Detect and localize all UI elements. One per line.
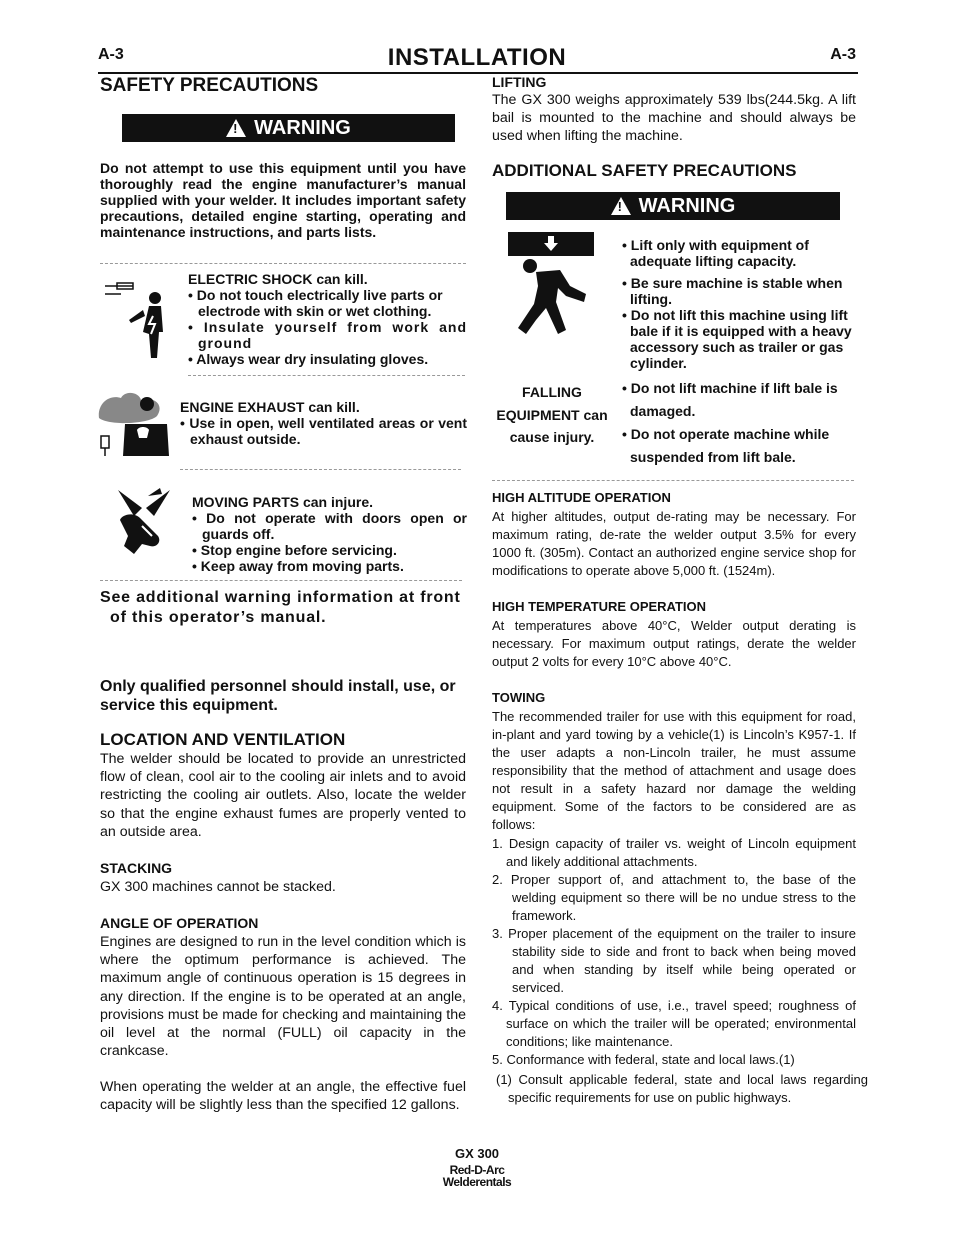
warning-banner-left xyxy=(122,114,455,142)
falling-item: • Do not lift this machine using lift bale if it is equipped with a heavy accessory such as trailer or gas cylinder. xyxy=(622,307,852,371)
page-code-right: A-3 xyxy=(830,46,856,63)
exhaust-item: • Use in open, well ventilated areas or vent exhaust outside. xyxy=(180,415,467,447)
moving-item: • Keep away from moving parts. xyxy=(192,558,404,574)
location-paragraph: The welder should be located to provide an unrestricted flow of clean, cool air to the cooling air inlets and to avoid restricting the cooling air outlets. Also, locate the welder so that the engine exhaust fumes are properly vented to an outside area. xyxy=(100,751,466,840)
moving-item: • Stop engine before servicing. xyxy=(192,542,397,558)
divider xyxy=(180,469,461,470)
falling-caption-line: EQUIPMENT can xyxy=(496,406,608,423)
safety-precautions-heading: SAFETY PRECAUTIONS xyxy=(100,75,319,96)
stacking-paragraph: GX 300 machines cannot be stacked. xyxy=(100,879,336,895)
shock-item: • Do not touch electrically live parts or electrode with skin or wet clothing. xyxy=(188,287,443,319)
falling-item: • Be sure machine is stable when lifting. xyxy=(622,275,843,307)
warning-banner-right xyxy=(506,192,840,220)
intro-paragraph: Do not attempt to use this equipment until you have thoroughly read the engine manufacturer’s manual supplied with your welder. It includes important safety precautions, detailed engine starting, operating and maintenance instructions, and parts lists. xyxy=(100,160,466,240)
falling-equipment-icon xyxy=(506,230,598,338)
list-item: 4. Typical conditions of use, i.e., travel speed; roughness of surface on which the trailer will be operated; environmental conditions; like maintenance. xyxy=(492,998,856,1049)
towing-heading: TOWING xyxy=(492,690,546,705)
header-rule xyxy=(98,72,858,74)
divider xyxy=(100,263,466,264)
lifting-heading: LIFTING xyxy=(492,74,547,90)
brand-line-2: Welderentals xyxy=(442,1175,512,1189)
falling-item: • Do not operate machine while suspended from lift bale. xyxy=(622,426,830,465)
shock-title: ELECTRIC SHOCK can kill. xyxy=(188,271,368,287)
footnote: (1) Consult applicable federal, state and local laws regarding specific requirements for use on public highways. xyxy=(496,1072,868,1105)
qualified-personnel-note: Only qualified personnel should install, use, or service this equipment. xyxy=(100,678,456,714)
warning-triangle-icon xyxy=(611,197,631,215)
shock-item: • Insulate yourself from work and ground xyxy=(188,319,467,351)
divider xyxy=(100,580,462,581)
falling-caption xyxy=(492,381,612,449)
angle-paragraph-2: When operating the welder at an angle, the effective fuel capacity will be slightly less than the specified 12 gallons. xyxy=(100,1079,466,1114)
page-title: INSTALLATION xyxy=(387,44,567,71)
towing-factors-list xyxy=(492,835,856,1069)
shock-item: • Always wear dry insulating gloves. xyxy=(188,351,429,367)
altitude-heading: HIGH ALTITUDE OPERATION xyxy=(492,490,671,505)
towing-paragraph: The recommended trailer for use with this equipment for road, in-plant and yard towing by a vehicle(1) is Lincoln’s K957-1. If the user adapts a non-Lincoln trailer, he must assume responsibility that the method of attachment and usage does not result in a safety hazard nor damage the welding equipment. Some of the factors to be considered are as follows: xyxy=(492,709,856,832)
engine-exhaust-icon xyxy=(95,390,175,460)
list-item: 1. Design capacity of trailer vs. weight of Lincoln equipment and likely additional attachments. xyxy=(492,836,856,869)
see-additional-note: See additional warning information at front of this operator’s manual. xyxy=(100,589,461,626)
page-code-left: A-3 xyxy=(98,46,124,63)
temperature-paragraph: At temperatures above 40°C, Welder output derating is necessary. For maximum output ratings, derate the welder output 2 volts for every 10°C above 40°C. xyxy=(492,618,856,669)
falling-item: • Lift only with equipment of adequate lifting capacity. xyxy=(622,237,809,269)
moving-item: • Do not operate with doors open or guards off. xyxy=(192,510,467,542)
list-item: 2. Proper support of, and attachment to, the base of the welding equipment so there will be no undue stress to the framework. xyxy=(492,872,856,923)
warning-label: WARNING xyxy=(638,194,736,217)
moving-parts-icon xyxy=(112,486,176,558)
lifting-paragraph: The GX 300 weighs approximately 539 lbs(244.5kg. A lift bail is mounted to the machine and should always be used when lifting the machine. xyxy=(492,92,856,145)
falling-caption-line: FALLING xyxy=(522,384,582,400)
list-item: 5. Conformance with federal, state and local laws.(1) xyxy=(492,1052,795,1067)
falling-caption-line: cause injury. xyxy=(509,429,595,445)
divider xyxy=(188,375,465,376)
location-heading: LOCATION AND VENTILATION xyxy=(100,730,346,749)
stacking-heading: STACKING xyxy=(100,860,173,876)
moving-title: MOVING PARTS can injure. xyxy=(192,494,373,510)
brand-line-1: Red-D-Arc xyxy=(449,1163,505,1177)
additional-safety-heading: ADDITIONAL SAFETY PRECAUTIONS xyxy=(492,161,797,180)
electric-shock-icon xyxy=(103,280,173,360)
falling-item: • Do not lift machine if lift bale is damaged. xyxy=(622,380,838,419)
footer-model: GX 300 xyxy=(454,1146,500,1161)
angle-paragraph: Engines are designed to run in the level condition which is where the optimum performance is achieved. The maximum angle of continuous operation is 15 degrees in any direction. If the engine is to be operated at an angle, provisions must be made for checking and maintaining the oil level at the normal (FULL) oil capacity in the crankcase. xyxy=(100,934,466,1060)
divider xyxy=(492,480,854,481)
footer-brand-logo xyxy=(0,1164,954,1188)
list-item: 3. Proper placement of the equipment on the trailer to insure stability side to side and front to back when being moved and when standing by itself while being operated or serviced. xyxy=(492,926,856,995)
altitude-paragraph: At higher altitudes, output de-rating may be necessary. For maximum rating, de-rate the welder output 3.5% for every 1000 ft. (305m). Contact an authorized engine service shop for modifications to operate above 5,000 ft. (1524m). xyxy=(492,509,856,578)
temperature-heading: HIGH TEMPERATURE OPERATION xyxy=(492,599,707,614)
warning-label: WARNING xyxy=(254,116,351,139)
warning-triangle-icon xyxy=(226,119,246,137)
angle-heading: ANGLE OF OPERATION xyxy=(100,915,259,931)
exhaust-title: ENGINE EXHAUST can kill. xyxy=(180,399,360,415)
